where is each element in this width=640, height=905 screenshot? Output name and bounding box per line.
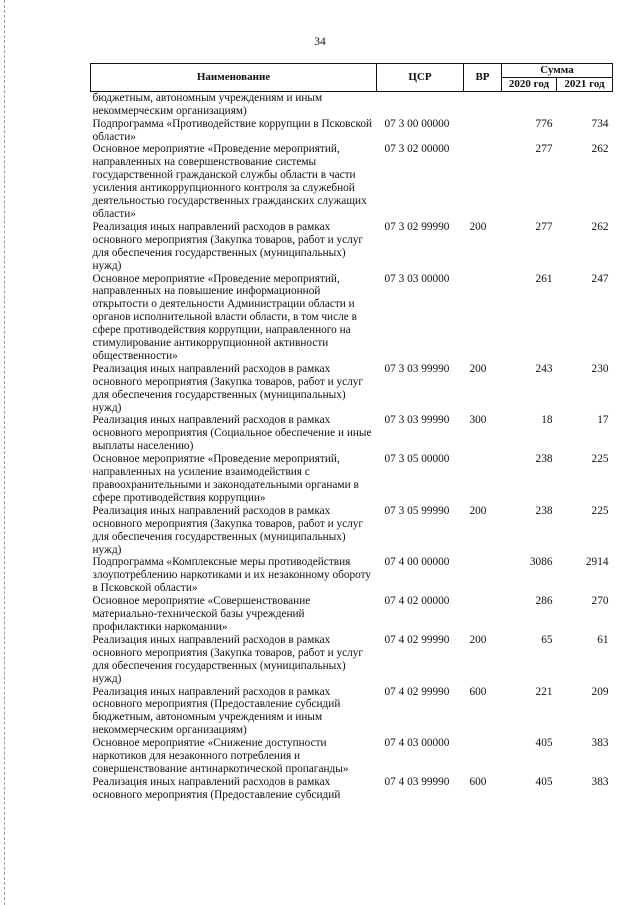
row-csr: 07 3 00 00000 <box>384 117 450 130</box>
row-csr: 07 3 03 99990 <box>384 414 450 427</box>
row-vr <box>464 595 502 634</box>
row-name: Реализация иных направлений расходов в рамках основного мероприятия (Закупка товаров, работ и услуг для обеспечения государственных (муниципальных) нужд) <box>92 504 364 556</box>
row-amount-2021: 225 <box>591 453 609 466</box>
row-amount-2020: 405 <box>535 737 553 750</box>
row-csr: 07 3 02 99990 <box>384 220 450 233</box>
table-row <box>91 221 613 273</box>
row-name: Основное мероприятие «Проведение мероприятий, направленных на повышение информационной открытости о деятельности Администрации области и органов исполнительной власти области, в том числе в сфере противодействия коррупции, направленного на стимулирование антикоррупционной активности общественности» <box>92 272 357 362</box>
row-csr: 07 3 05 00000 <box>384 453 450 466</box>
row-csr: 07 4 02 99990 <box>384 633 450 646</box>
table-row <box>91 414 613 453</box>
row-name: Основное мероприятие «Снижение доступности наркотиков для незаконного потребления и совершенствование антинаркотической пропаганды» <box>92 737 349 775</box>
row-vr <box>464 143 502 220</box>
row-amount-2021: 383 <box>591 775 609 788</box>
row-amount-2021: 247 <box>591 272 609 285</box>
row-csr: 07 4 03 99990 <box>384 775 450 788</box>
row-amount-2021 <box>557 91 613 117</box>
row-amount-2020: 776 <box>535 117 553 130</box>
row-amount-2020: 221 <box>535 685 553 698</box>
row-amount-2021: 2914 <box>585 556 609 569</box>
table-row <box>91 556 613 595</box>
row-csr <box>377 91 464 117</box>
row-name: Реализация иных направлений расходов в рамках основного мероприятия (Предоставление субсидий бюджетным, автономным учреждениям и иным некоммерческим организациям) <box>92 685 341 737</box>
table-body <box>91 91 613 801</box>
row-amount-2021: 225 <box>591 504 609 517</box>
row-vr: 200 <box>469 633 487 646</box>
row-name: Реализация иных направлений расходов в рамках основного мероприятия (Закупка товаров, работ и услуг для обеспечения государственных (муниципальных) нужд) <box>92 362 364 414</box>
header-vr: ВР <box>464 64 502 92</box>
header-2020: 2020 год <box>502 77 557 91</box>
row-amount-2020: 261 <box>535 272 553 285</box>
row-amount-2020: 3086 <box>529 556 553 569</box>
row-name: Основное мероприятие «Проведение мероприятий, направленных на усиление взаимодействия с правоохранительными и законодательными органами в сфере противодействия коррупции» <box>92 453 359 504</box>
row-name: Реализация иных направлений расходов в рамках основного мероприятия (Предоставление субсидий <box>92 775 341 801</box>
table-row <box>91 737 613 776</box>
header-name: Наименование <box>91 64 377 92</box>
row-csr: 07 4 02 00000 <box>384 595 450 608</box>
row-csr: 07 4 00 00000 <box>384 556 450 569</box>
table-header <box>91 64 613 92</box>
table-row <box>91 91 613 117</box>
row-name: Основное мероприятие «Совершенствование материально-технической базы учреждений профилактики наркомании» <box>92 595 311 633</box>
row-amount-2020 <box>502 91 557 117</box>
row-amount-2021: 17 <box>597 414 609 427</box>
row-name: Реализация иных направлений расходов в рамках основного мероприятия (Социальное обеспечение и иные выплаты населению) <box>92 414 372 453</box>
row-vr: 200 <box>469 504 487 517</box>
row-vr: 200 <box>469 220 487 233</box>
row-name: Основное мероприятие «Проведение мероприятий, направленных на совершенствование системы государственной гражданской службы области в части усиления антикоррупционного контроля за служебной деятельностью государственных гражданских служащих области» <box>92 143 367 220</box>
row-amount-2020: 405 <box>535 775 553 788</box>
table-row <box>91 776 613 802</box>
row-amount-2020: 65 <box>541 633 553 646</box>
table-row <box>91 595 613 634</box>
row-csr: 07 4 02 99990 <box>384 685 450 698</box>
row-amount-2021: 230 <box>591 362 609 375</box>
page-number: 34 <box>314 36 326 48</box>
row-amount-2021: 734 <box>591 117 609 130</box>
row-csr: 07 3 05 99990 <box>384 504 450 517</box>
header-sum: Сумма <box>502 64 613 78</box>
row-name: Подпрограмма «Противодействие коррупции в Псковской области» <box>92 117 373 143</box>
row-amount-2020: 286 <box>535 595 553 608</box>
table-row <box>91 363 613 415</box>
row-vr: 200 <box>469 362 487 375</box>
row-vr <box>464 737 502 776</box>
row-amount-2021: 383 <box>591 737 609 750</box>
row-amount-2021: 270 <box>591 595 609 608</box>
header-csr: ЦСР <box>377 64 464 92</box>
row-csr: 07 4 03 00000 <box>384 737 450 750</box>
row-vr: 600 <box>469 775 487 788</box>
budget-table <box>90 63 613 802</box>
row-vr <box>464 91 502 117</box>
table-row <box>91 118 613 144</box>
row-vr <box>464 118 502 144</box>
row-vr <box>464 453 502 505</box>
row-vr <box>464 556 502 595</box>
row-amount-2020: 277 <box>535 143 553 156</box>
row-csr: 07 3 02 00000 <box>384 143 450 156</box>
table-row <box>91 505 613 557</box>
scan-edge-line <box>4 0 6 905</box>
row-csr: 07 3 03 99990 <box>384 362 450 375</box>
row-vr: 300 <box>469 414 487 427</box>
table-row <box>91 634 613 686</box>
row-vr <box>464 273 502 363</box>
row-name: Реализация иных направлений расходов в рамках основного мероприятия (Закупка товаров, работ и услуг для обеспечения государственных (муниципальных) нужд) <box>92 633 364 685</box>
row-amount-2021: 209 <box>591 685 609 698</box>
table-row <box>91 143 613 220</box>
row-vr: 600 <box>469 685 487 698</box>
row-amount-2021: 61 <box>597 633 609 646</box>
table-row <box>91 273 613 363</box>
row-amount-2020: 18 <box>541 414 553 427</box>
row-name: Подпрограмма «Комплексные меры противодействия злоупотреблению наркотиками и их незаконному обороту в Псковской области» <box>92 556 372 595</box>
row-name: бюджетным, автономным учреждениям и иным некоммерческим организациям) <box>92 91 323 117</box>
row-amount-2020: 238 <box>535 453 553 466</box>
row-amount-2020: 277 <box>535 220 553 233</box>
table-row <box>91 686 613 738</box>
row-amount-2020: 243 <box>535 362 553 375</box>
table-row <box>91 453 613 505</box>
row-csr: 07 3 03 00000 <box>384 272 450 285</box>
row-name: Реализация иных направлений расходов в рамках основного мероприятия (Закупка товаров, работ и услуг для обеспечения государственных (муниципальных) нужд) <box>92 220 364 272</box>
row-amount-2020: 238 <box>535 504 553 517</box>
row-amount-2021: 262 <box>591 220 609 233</box>
row-amount-2021: 262 <box>591 143 609 156</box>
header-2021: 2021 год <box>557 77 613 91</box>
